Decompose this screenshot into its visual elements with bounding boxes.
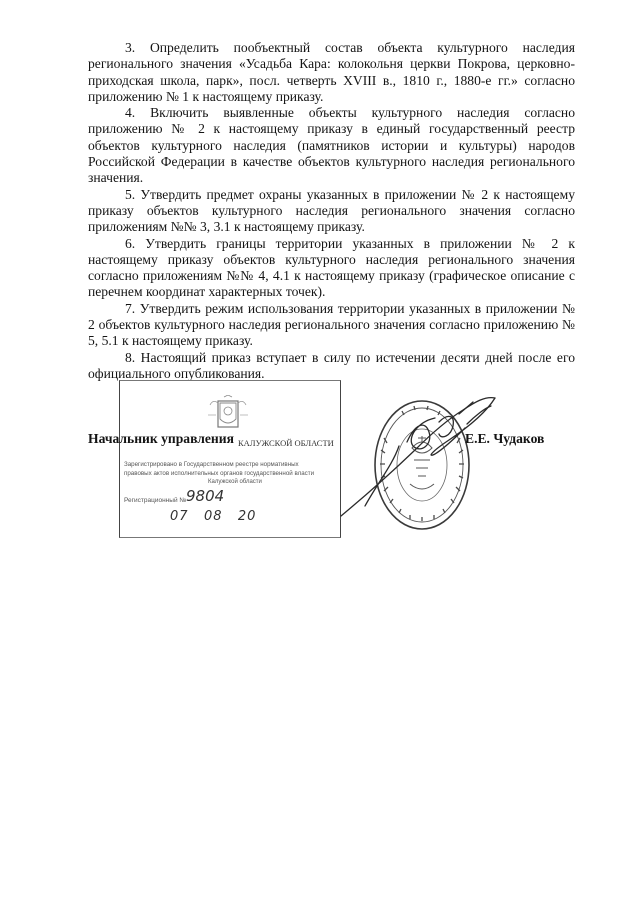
paragraph-5: 5. Утвердить предмет охраны указанных в приложении № 2 к настоящему приказу объектов культурного наследия регионального значения согласно приложениям №№ 3, 3.1 к настоящему приказу. (88, 186, 575, 235)
stamp-line-2: правовых актов исполнительных органов государственной власти (124, 470, 315, 477)
stamp-date: 07 08 20 (170, 509, 257, 524)
stamp-line-1: Зарегистрировано в Государственном реестре нормативных (124, 461, 299, 468)
paragraph-8: 8. Настоящий приказ вступает в силу по истечении десяти дней после его официального опубликования. (88, 349, 575, 381)
stamp-organization: КАЛУЖСКОЙ ОБЛАСТИ (238, 438, 334, 448)
paragraph-3: 3. Определить пообъектный состав объекта культурного наследия регионального значения «Усадьба Кара: колокольня церкви Покрова, церковно-приходская школа, парк», посл. четверть XVIII в., 1810 г., 1880-е гг.» согласно приложению № 1 к настоящему приказу. (88, 40, 575, 104)
paragraph-4: 4. Включить выявленные объекты культурного наследия согласно приложению № 2 к настоящему приказу в единый государственный реестр объектов культурного наследия (памятников истории и культуры) народов Российской Федерации в качестве объектов культурного наследия регионального значения. (88, 105, 575, 186)
handwritten-signature (335, 384, 510, 524)
paragraph-6: 6. Утвердить границы территории указанных в приложении № 2 к настоящему приказу объектов культурного наследия регионального значения согласно приложениям №№ 4, 4.1 к настоящему приказу (графическое описание с перечнем координат характерных точек). (88, 235, 575, 300)
signatory-name: Е.Е. Чудаков (465, 431, 545, 446)
registration-stamp (119, 380, 341, 538)
paragraph-7: 7. Утвердить режим использования территории указанных в приложении № 2 объектов культурного наследия регионального значения согласно приложению № 5, 5.1 к настоящему приказу. (88, 300, 575, 349)
stamp-line-3: Калужской области (208, 479, 262, 485)
coat-of-arms-icon (204, 395, 252, 435)
stamp-number-label: Регистрационный № (124, 497, 187, 504)
stamp-registration-number: 9804 (186, 487, 225, 505)
signatory-position: Начальник управления (88, 431, 234, 446)
document-body (88, 40, 575, 382)
